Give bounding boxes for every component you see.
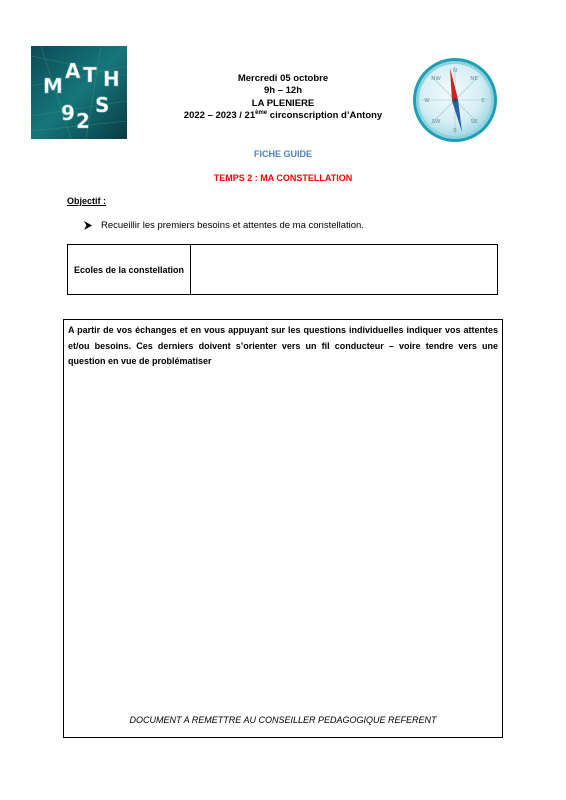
compass-rose-label: W <box>424 98 430 104</box>
header-year-prefix: 2022 – 2023 / 21 <box>183 110 256 121</box>
logo-letter: A <box>65 59 81 83</box>
header-session: LA PLENIERE <box>251 98 315 109</box>
arrow-bullet-icon <box>84 221 92 230</box>
header-year-sup: ème <box>255 110 268 116</box>
compass-rose-label: NE <box>470 76 478 82</box>
ecoles-label-cell: Ecoles de la constellation <box>68 245 191 294</box>
header-time: 9h – 12h <box>263 85 303 96</box>
logo-letter: H <box>103 67 120 91</box>
compass-rose-label: E <box>481 98 485 104</box>
footer-note: DOCUMENT A REMETTRE AU CONSEILLER PEDAGOGIQUE REFERENT <box>129 715 437 725</box>
compass-rose-label: N <box>452 68 458 74</box>
compass-rose-label: NW <box>431 76 441 82</box>
header-year <box>180 110 386 122</box>
header-date: Mercredi 05 octobre <box>237 73 329 84</box>
compass-rose-label: S <box>453 128 457 134</box>
fiche-guide-title: FICHE GUIDE <box>253 149 312 159</box>
logo-letter: S <box>95 93 110 117</box>
logo-letter: 2 <box>76 109 90 133</box>
logo-letter: 9 <box>61 101 75 125</box>
logo-letter: M <box>43 74 63 98</box>
objectif-label: Objectif : <box>67 196 107 206</box>
instructions-text: A partir de vos échanges et en vous appuyant sur les questions individuelles indiquer vos attentes et/ou besoins. Ces derniers doivent s’orienter vers un fil conducteur – voire tendre vers une question en vue de problématiser <box>68 325 498 366</box>
objectif-bullet-item <box>84 220 364 231</box>
compass-rose-label: SE <box>470 119 478 125</box>
compass-icon <box>412 57 498 143</box>
ecoles-value-cell[interactable] <box>191 245 497 294</box>
maths92-logo-image <box>31 46 127 139</box>
maths92-logo <box>31 46 127 139</box>
compass-rose-label: SW <box>431 119 441 125</box>
temps-title: TEMPS 2 : MA CONSTELLATION <box>213 173 353 183</box>
header-year-suffix: circonscription d’Antony <box>267 110 383 121</box>
logo-letter: T <box>83 63 97 87</box>
compass-image <box>412 57 498 143</box>
response-box[interactable] <box>63 319 503 738</box>
objectif-bullet-text: Recueillir les premiers besoins et attentes de ma constellation. <box>101 220 364 231</box>
ecoles-table <box>67 244 498 295</box>
